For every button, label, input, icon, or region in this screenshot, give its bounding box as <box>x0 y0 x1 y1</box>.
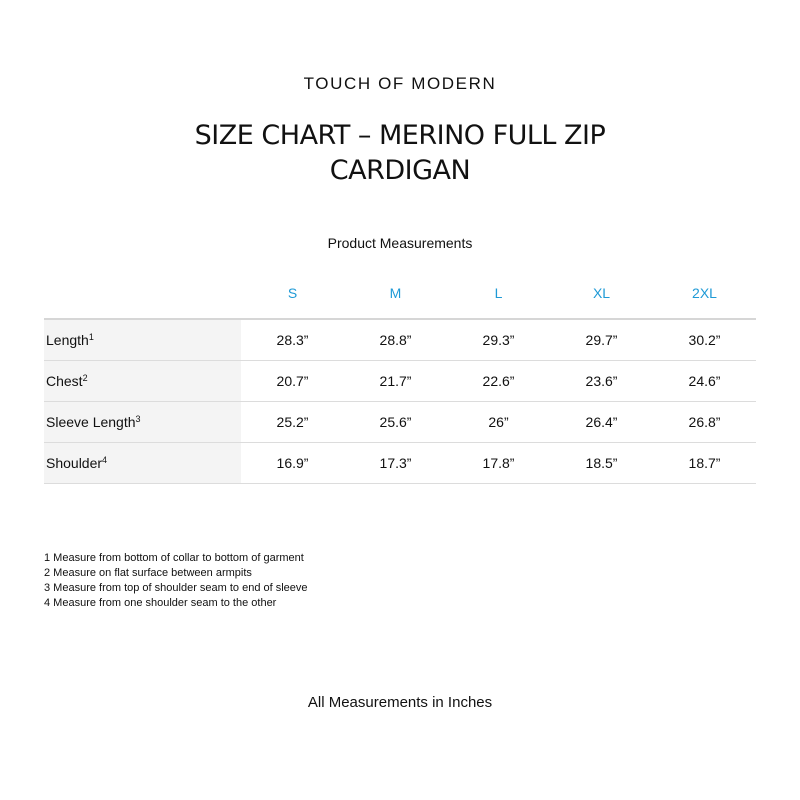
table-cell: 24.6” <box>653 361 756 402</box>
table-cell: 23.6” <box>550 361 653 402</box>
header-blank <box>44 278 241 319</box>
table-row <box>44 402 756 443</box>
table-cell: 29.7” <box>550 319 653 361</box>
footnotes <box>44 551 544 611</box>
units-note: All Measurements in Inches <box>307 694 493 711</box>
row-label-chest <box>44 361 241 402</box>
footnote: 1 Measure from bottom of collar to bottom of garment <box>44 552 304 564</box>
table-cell: 18.7” <box>653 443 756 484</box>
size-header: M <box>344 278 447 319</box>
table-cell: 18.5” <box>550 443 653 484</box>
table-cell: 22.6” <box>447 361 550 402</box>
footnote-marker: 4 <box>102 455 108 465</box>
size-header: 2XL <box>653 278 756 319</box>
row-label-length <box>44 319 241 361</box>
table-cell: 25.2” <box>241 402 344 443</box>
table-cell: 16.9” <box>241 443 344 484</box>
table-row <box>44 443 756 484</box>
size-header-row <box>44 278 756 319</box>
table-cell: 28.3” <box>241 319 344 361</box>
table-cell: 17.3” <box>344 443 447 484</box>
footnote-marker: 2 <box>82 373 88 383</box>
table-row <box>44 319 756 361</box>
row-label-text: Sleeve Length <box>46 414 136 430</box>
table-subtitle: Product Measurements <box>327 235 473 251</box>
row-label-text: Length <box>46 332 89 348</box>
table-cell: 17.8” <box>447 443 550 484</box>
table-cell: 25.6” <box>344 402 447 443</box>
table-cell: 28.8” <box>344 319 447 361</box>
table-cell: 30.2” <box>653 319 756 361</box>
table-cell: 20.7” <box>241 361 344 402</box>
row-label-sleeve-length <box>44 402 241 443</box>
size-header: L <box>447 278 550 319</box>
row-label-shoulder <box>44 443 241 484</box>
size-header: S <box>241 278 344 319</box>
footnote: 3 Measure from top of shoulder seam to end of sleeve <box>44 582 308 594</box>
footnote-marker: 1 <box>88 332 94 342</box>
table-cell: 26.8” <box>653 402 756 443</box>
title-line-1: SIZE CHART – MERINO FULL ZIP <box>194 120 606 151</box>
table-row <box>44 361 756 402</box>
title-line-2: CARDIGAN <box>329 155 471 186</box>
size-header: XL <box>550 278 653 319</box>
footnote: 2 Measure on flat surface between armpits <box>44 567 252 579</box>
table-cell: 26” <box>447 402 550 443</box>
table-cell: 21.7” <box>344 361 447 402</box>
size-chart-table <box>44 278 756 484</box>
table-cell: 26.4” <box>550 402 653 443</box>
brand-logo: TOUCH OF MODERN <box>303 74 497 93</box>
row-label-text: Shoulder <box>46 455 103 471</box>
row-label-text: Chest <box>46 373 83 389</box>
page-title <box>150 118 650 188</box>
footnote-marker: 3 <box>135 414 141 424</box>
footnote: 4 Measure from one shoulder seam to the other <box>44 597 277 609</box>
table-cell: 29.3” <box>447 319 550 361</box>
